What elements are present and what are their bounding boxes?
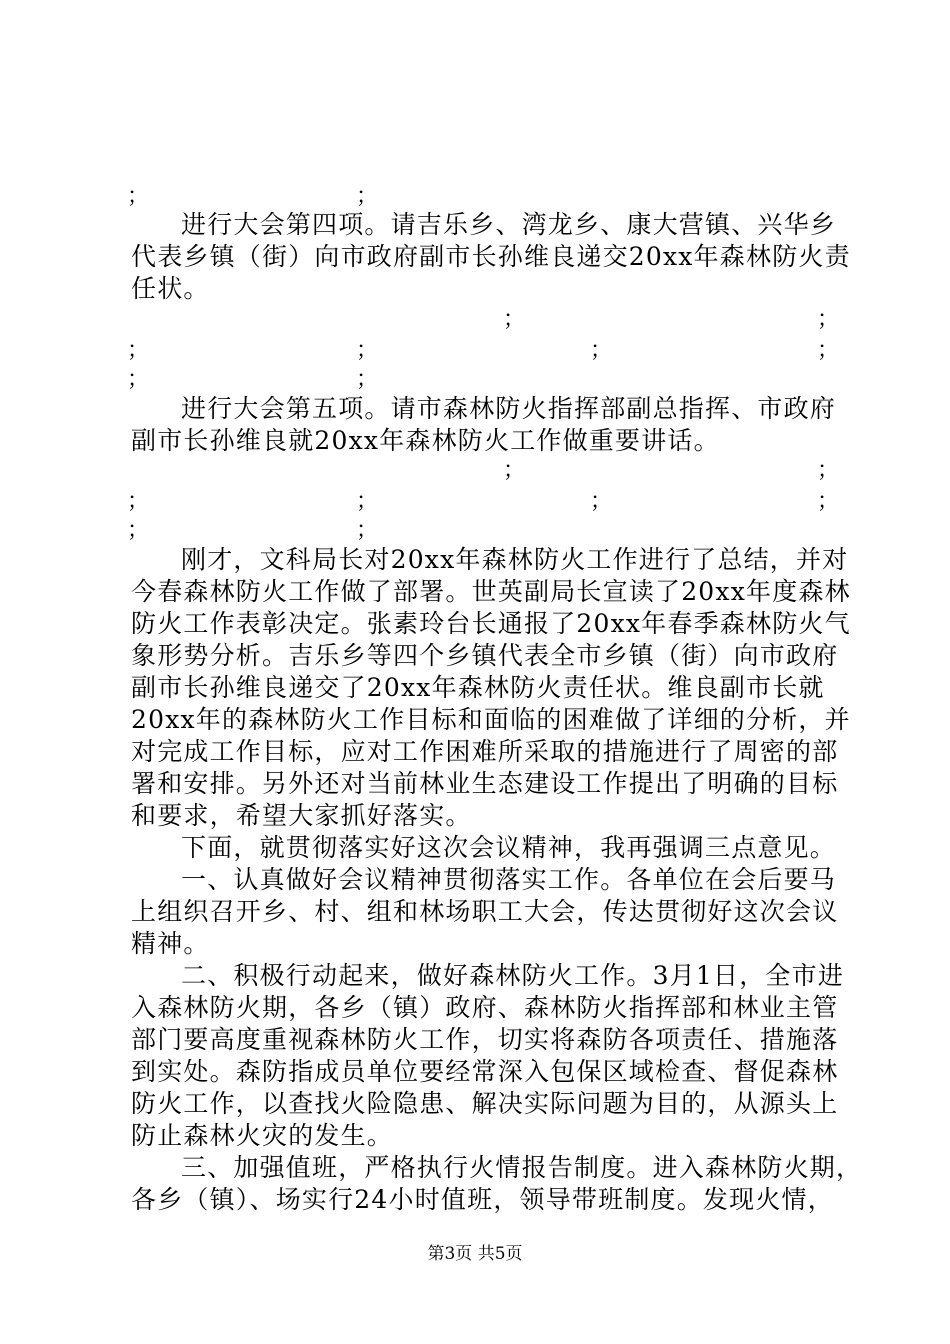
paragraph-line: 下面，就贯彻落实好这次会议精神，我再强调三点意见。 — [181, 833, 837, 862]
paragraph-line: 代表乡镇（街）向市政府副市长孙维良递交20xx年森林防火责 — [131, 242, 851, 271]
paragraph-line: 二、积极行动起来，做好森林防火工作。3月1日，全市进 — [181, 961, 845, 990]
paragraph-line: 进行大会第四项。请吉乐乡、湾龙乡、康大营镇、兴华乡 — [181, 210, 837, 239]
paragraph-line: 副市长孙维良递交了20xx年森林防火责任状。维良副市长就 — [131, 673, 825, 702]
blank-separator: ； — [590, 338, 613, 363]
paragraph-line: 防火工作表彰决定。张素玲台长通报了20xx年春季森林防火气 — [131, 609, 851, 638]
paragraph-line: 到实处。森防指成员单位要经常深入包保区域检查、督促森林 — [131, 1057, 839, 1086]
paragraph-line: 三、加强值班，严格执行火情报告制度。进入森林防火期， — [181, 1153, 863, 1182]
blank-separator: ； — [356, 338, 379, 363]
paragraph-line: 部门要高度重视森林防火工作，切实将森防各项责任、措施落 — [131, 1025, 839, 1054]
blank-separator: ； — [503, 458, 526, 483]
paragraph-line: 各乡（镇）、场实行24小时值班，领导带班制度。发现火情， — [131, 1185, 834, 1214]
paragraph-line: 象形势分析。吉乐乡等四个乡镇代表全市乡镇（街）向市政府 — [131, 641, 839, 670]
paragraph-line: 一、认真做好会议精神贯彻落实工作。各单位在会后要马 — [181, 865, 837, 894]
paragraph-line: 和要求，希望大家抓好落实。 — [131, 801, 472, 830]
page-footer: 第3页 共5页 — [427, 1244, 523, 1264]
blank-separator: ； — [356, 489, 379, 514]
paragraph-line: 副市长孙维良就20xx年森林防火工作做重要讲话。 — [131, 426, 720, 455]
paragraph-line: 刚才，文科局长对20xx年森林防火工作进行了总结，并对 — [181, 545, 849, 574]
blank-separator: ； — [127, 338, 150, 363]
blank-separator: ； — [817, 458, 840, 483]
paragraph-line: 20xx年的森林防火工作目标和面临的困难做了详细的分析，并 — [131, 705, 851, 734]
blank-separator: ； — [503, 307, 526, 332]
blank-separator: ； — [356, 518, 379, 543]
paragraph-line: 今春森林防火工作做了部署。世英副局长宣读了20xx年度森林 — [131, 577, 851, 606]
blank-separator: ； — [127, 184, 150, 209]
blank-separator: ； — [356, 367, 379, 392]
blank-separator: ； — [590, 489, 613, 514]
blank-separator: ； — [817, 307, 840, 332]
blank-separator: ； — [356, 184, 379, 209]
paragraph-line: 精神。 — [131, 929, 210, 958]
blank-separator: ； — [817, 489, 840, 514]
blank-separator: ； — [127, 489, 150, 514]
blank-separator: ； — [127, 518, 150, 543]
blank-separator: ； — [817, 338, 840, 363]
paragraph-line: 对完成工作目标，应对工作困难所采取的措施进行了周密的部 — [131, 737, 839, 766]
blank-separator: ； — [127, 367, 150, 392]
paragraph-line: 署和安排。另外还对当前林业生态建设工作提出了明确的目标 — [131, 769, 839, 798]
paragraph-line: 进行大会第五项。请市森林防火指挥部副总指挥、市政府 — [181, 394, 837, 423]
paragraph-line: 入森林防火期，各乡（镇）政府、森林防火指挥部和林业主管 — [131, 993, 839, 1022]
paragraph-line: 任状。 — [131, 274, 210, 303]
paragraph-line: 防止森林火灾的发生。 — [131, 1121, 394, 1150]
paragraph-line: 上组织召开乡、村、组和林场职工大会，传达贯彻好这次会议 — [131, 897, 839, 926]
paragraph-line: 防火工作，以查找火险隐患、解决实际问题为目的，从源头上 — [131, 1089, 839, 1118]
